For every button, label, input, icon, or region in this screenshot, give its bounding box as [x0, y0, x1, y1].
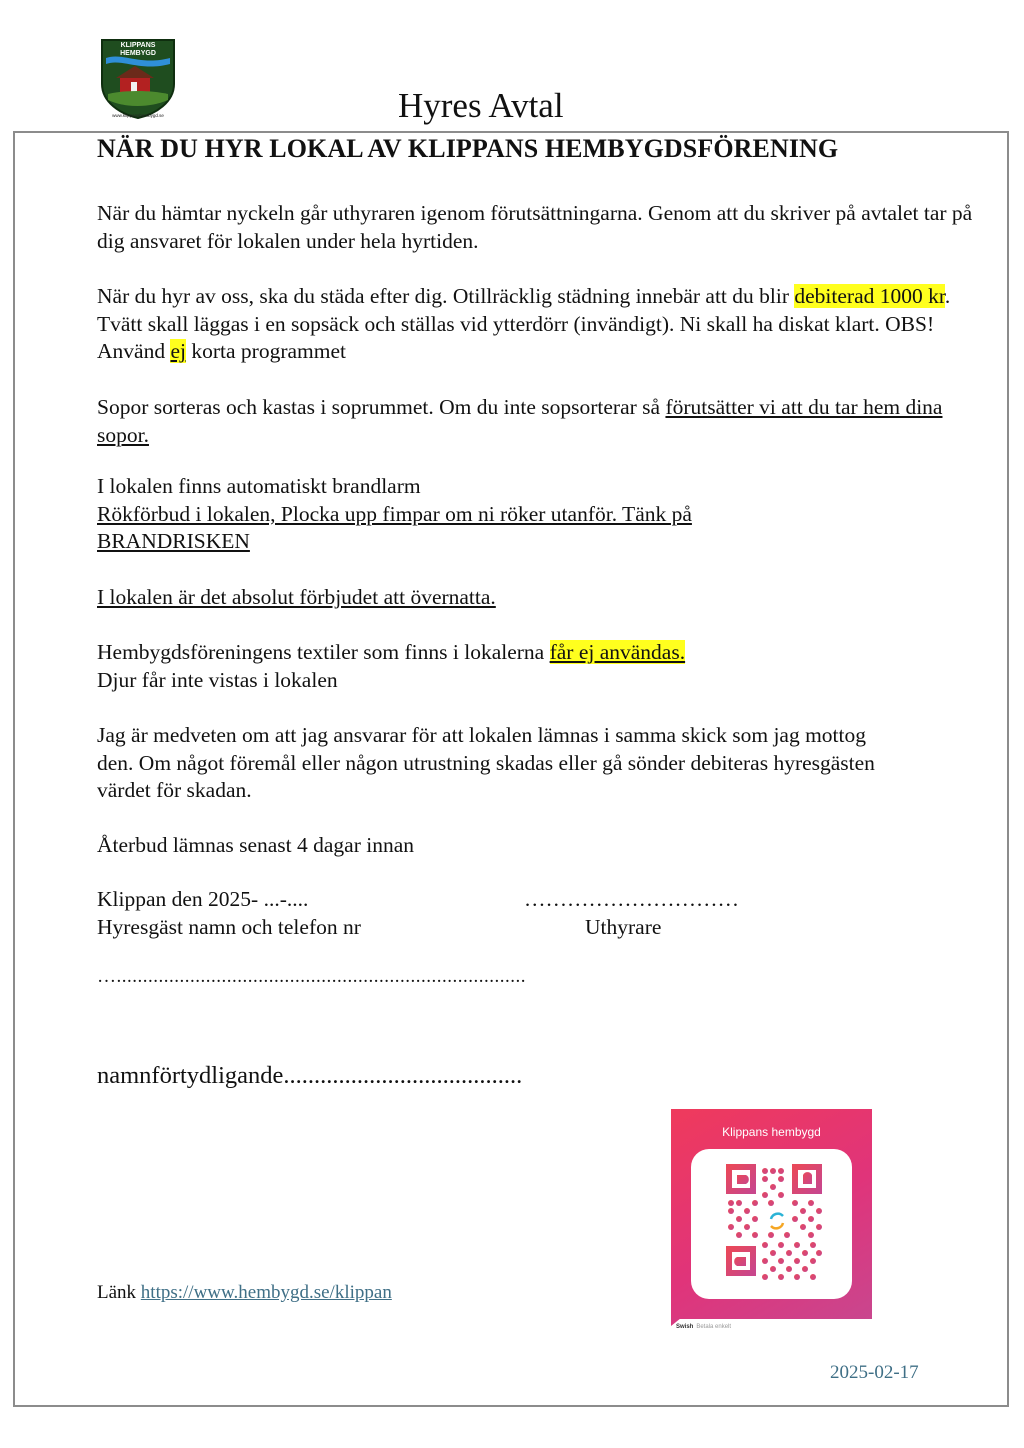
landlord-signature-line: ………………………… [524, 887, 739, 911]
qr-code-icon [691, 1149, 852, 1299]
fire-alarm-text: I lokalen finns automatiskt brandlarm [97, 474, 421, 498]
document-heading: NÄR DU HYR LOKAL AV KLIPPANS HEMBYGDSFÖRENING [97, 134, 839, 163]
garbage-text: Sopor sorteras och kastas i soprummet. Om du inte sopsorterar så [97, 395, 666, 419]
paragraph-key-pickup [97, 200, 977, 255]
swish-caption [676, 1324, 731, 1330]
paragraph-key-pickup-text: När du hämtar nyckeln går uthyraren igenom förutsättningarna. Genom att du skriver på avtalet tar på dig ansvaret för lokalen under hela hyrtiden. [97, 201, 973, 253]
overnight-ban-text: I lokalen är det absolut förbjudet att övernatta. [97, 585, 496, 609]
place-date-line: Klippan den 2025- ...-.... [97, 887, 309, 911]
cleaning-ej-highlight: ej [170, 339, 186, 364]
link-row [97, 1282, 392, 1304]
hembygd-link[interactable]: https://www.hembygd.se/klippan [140, 1282, 392, 1303]
qr-code-area [691, 1149, 852, 1299]
paragraph-garbage [97, 394, 977, 449]
cleaning-fee-highlight: debiterad 1000 kr [794, 284, 945, 308]
cleaning-text-c: korta programmet [185, 339, 346, 364]
landlord-label: Uthyrare [585, 915, 662, 939]
paragraph-overnight [97, 584, 977, 612]
cleaning-text-a: När du hyr av oss, ska du städa efter dig. Otillräcklig städning innebär att du blir [97, 284, 795, 308]
paragraph-cancellation [97, 832, 977, 860]
tenant-signature-line: ….............................................................................. [97, 966, 526, 987]
logo-line1: KLIPPANS [120, 42, 156, 49]
garbage-underlined-text: förutsätter vi att du tar hem dina sopor. [97, 395, 943, 447]
responsibility-text: Jag är medveten om att jag ansvarar för att lokalen lämnas i samma skick som jag mottog den. Om något föremål eller någon utrustning skadas eller gå sönder debiteras hyresgästen värdet för skadan. [97, 723, 875, 803]
document-date: 2025-02-17 [830, 1362, 919, 1383]
textiles-highlight: får ej användas. [549, 640, 686, 664]
swish-label: Swish [676, 1324, 694, 1330]
name-clarification-line: namnförtydligande....................................... [97, 1062, 523, 1089]
document-title: Hyres Avtal [398, 86, 564, 125]
qr-card-title: Klippans hembygd [722, 1125, 821, 1139]
link-label: Länk [97, 1282, 141, 1303]
smoking-ban-text: Rökförbud i lokalen, Plocka upp fimpar om ni röker utanför. Tänk på BRANDRISKEN [97, 501, 692, 554]
paragraph-cleaning [97, 283, 977, 366]
paragraph-textiles [97, 639, 977, 694]
swish-sub-label: Betala enkelt [696, 1324, 732, 1330]
logo-url: www.klippanshembygd.se [112, 113, 164, 118]
cleaning-text-b: . Tvätt skall läggas i en sopsäck och ställas vid ytterdörr (invändigt). Ni skall ha diskat klart. OBS! Använd [97, 284, 951, 364]
animals-text: Djur får inte vistas i lokalen [97, 667, 338, 692]
klippans-hembygd-logo [100, 38, 176, 120]
paragraph-responsibility [97, 722, 897, 805]
logo-line2: HEMBYGD [120, 50, 156, 57]
tenant-label: Hyresgäst namn och telefon nr [97, 915, 361, 939]
logo-shield-icon [100, 38, 176, 120]
paragraph-fire [97, 473, 977, 556]
textiles-text: Hembygdsföreningens textiler som finns i lokalerna [97, 640, 550, 664]
cancellation-text: Återbud lämnas senast 4 dagar innan [97, 833, 415, 857]
swish-qr-card [671, 1109, 872, 1319]
